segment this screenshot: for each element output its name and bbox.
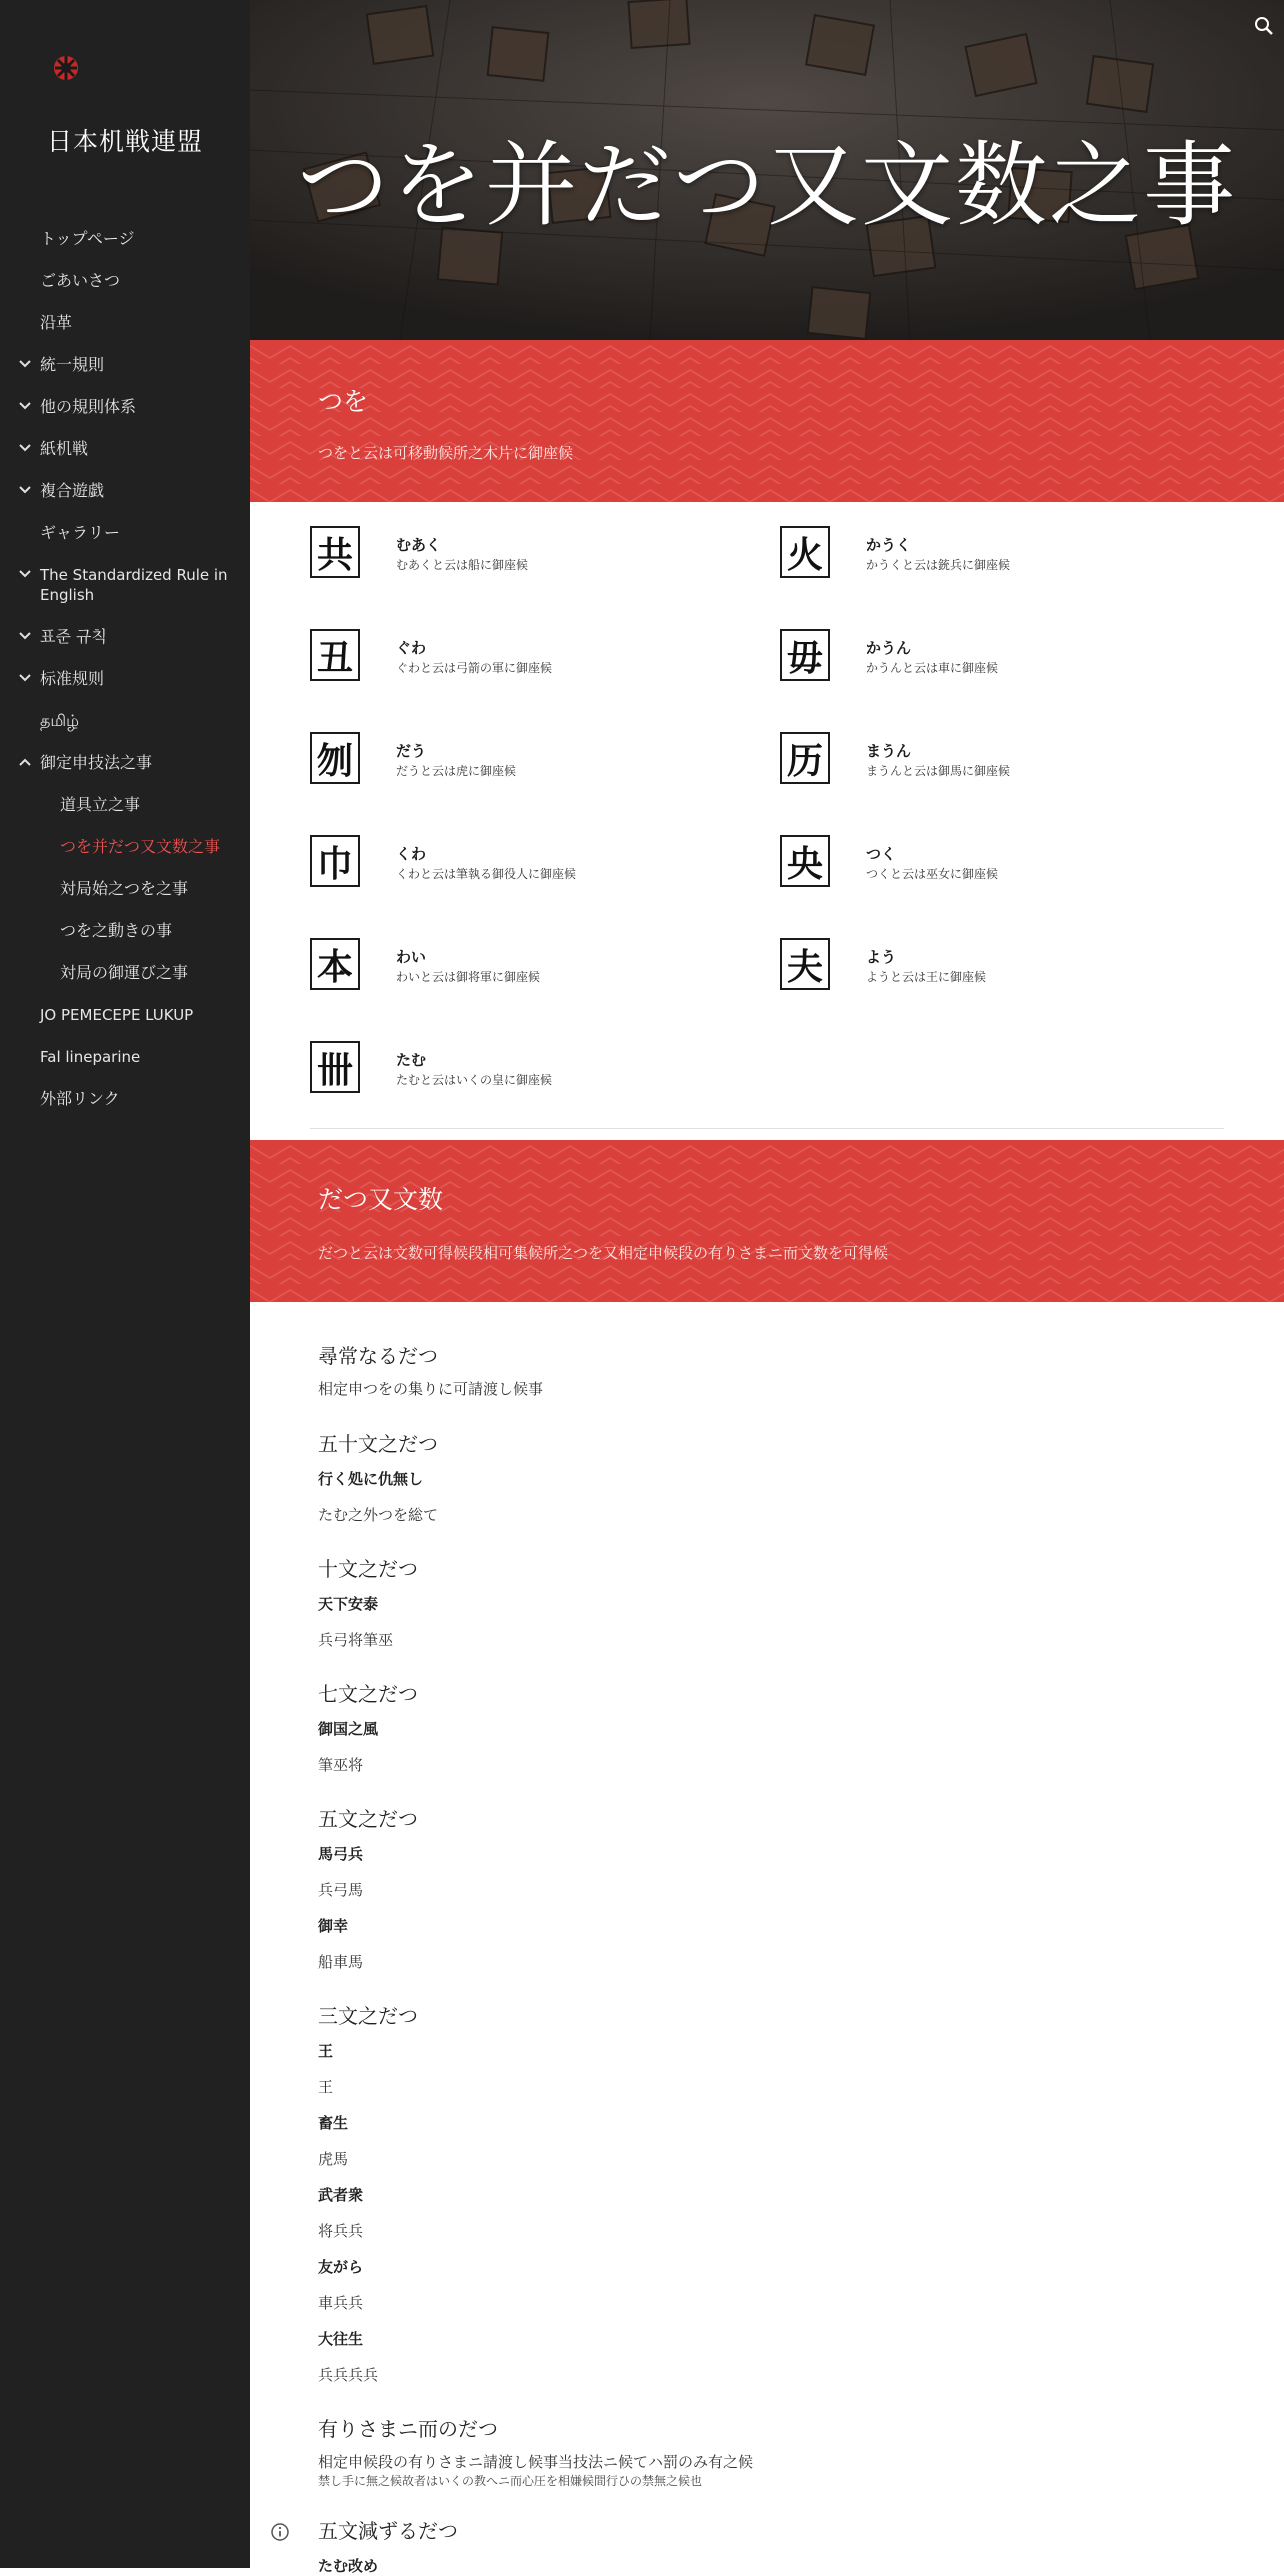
site-title[interactable]: 日本机戦連盟 [46, 127, 203, 156]
piece-name: よう [866, 948, 897, 966]
piece-description: かうんと云は車に御座候 [866, 661, 999, 675]
piece-glyph: 央 [780, 835, 830, 887]
nav-item-label: つを并だつ又文数之事 [60, 837, 221, 856]
nav-item-label: 外部リンク [40, 1089, 120, 1108]
rule-text: 車兵兵 [318, 2294, 364, 2312]
rule-text: 相定申候段の有りさまニ請渡し候事当技法ニ候てハ罰のみ有之候 [318, 2453, 754, 2471]
piece-card [780, 938, 1200, 998]
rule-name: 大往生 [318, 2330, 364, 2348]
piece-description: つくと云は巫女に御座候 [866, 867, 999, 881]
rule-heading: 七文之だつ [318, 1682, 418, 1706]
nav-item-greeting[interactable] [0, 260, 250, 302]
nav-item-compound-games[interactable] [0, 470, 250, 512]
rule-heading: 五文之だつ [318, 1807, 418, 1831]
piece-card [310, 835, 730, 895]
piece-glyph: 刎 [310, 732, 360, 784]
piece-description: むあくと云は船に御座候 [396, 558, 529, 572]
section-title: つを [318, 387, 369, 416]
piece-description: まうんと云は御馬に御座候 [866, 764, 1011, 778]
piece-card [310, 526, 730, 586]
piece-glyph: 本 [310, 938, 360, 990]
nav-item-goteishin-technique[interactable] [0, 742, 250, 784]
piece-name: かうん [866, 639, 912, 657]
chevron-down-icon[interactable] [18, 567, 32, 581]
sidebar [0, 0, 250, 2568]
piece-card [780, 629, 1200, 689]
nav-item-jo-pemecepe-lukup[interactable] [0, 994, 250, 1036]
piece-card [780, 835, 1200, 895]
rule-name: 御国之風 [318, 1720, 379, 1738]
chevron-down-icon[interactable] [18, 357, 32, 371]
rule-heading: 五十文之だつ [318, 1432, 438, 1456]
piece-description: だうと云は虎に御座候 [396, 764, 517, 778]
piece-card [780, 526, 1200, 586]
nav-item-label: 표준 규칙 [40, 627, 107, 646]
chevron-pattern [250, 340, 1284, 502]
piece-name: わい [396, 948, 427, 966]
rule-name: 天下安泰 [318, 1595, 379, 1613]
rule-text: 虎馬 [318, 2150, 349, 2168]
piece-glyph: 历 [780, 732, 830, 784]
piece-glyph: 丑 [310, 629, 360, 681]
rule-name: 王 [318, 2042, 334, 2060]
nav-item-label: 道具立之事 [60, 795, 141, 814]
piece-card [310, 629, 730, 689]
nav-item-fal-lineparine[interactable] [0, 1036, 250, 1078]
piece-name: かうく [866, 536, 912, 554]
piece-description: くわと云は筆執る御役人に御座候 [396, 867, 577, 881]
rule-text: 王 [318, 2078, 334, 2096]
rule-text: 兵兵兵兵 [318, 2366, 379, 2384]
info-icon[interactable] [270, 2522, 290, 2542]
section-divider [310, 1128, 1224, 1129]
nav-item-label: 他の規則体系 [40, 397, 137, 416]
piece-name: たむ [396, 1051, 427, 1069]
chevron-down-icon[interactable] [18, 629, 32, 643]
nav-item-label: 対局の御運び之事 [60, 963, 189, 982]
nav-item-label: The Standardized Rule in English [40, 566, 228, 604]
nav-item-label: 複合遊戯 [40, 481, 105, 500]
rule-name: 馬弓兵 [318, 1845, 364, 1863]
rule-name: 御幸 [318, 1917, 349, 1935]
nav-item-game-progress[interactable] [0, 952, 250, 994]
piece-glyph: 毋 [780, 629, 830, 681]
nav-item-standardized-rule-english[interactable] [0, 554, 250, 616]
search-icon[interactable] [1252, 14, 1276, 38]
chevron-down-icon[interactable] [18, 483, 32, 497]
piece-card [310, 732, 730, 792]
nav-item-paper-game[interactable] [0, 428, 250, 470]
nav-item-chinese-rules[interactable] [0, 658, 250, 700]
nav-item-label: தமிழ் [40, 711, 80, 730]
nav-item-label: 対局始之つを之事 [60, 879, 189, 898]
piece-description: たむと云はいくの皇に御座候 [396, 1073, 553, 1087]
rule-text: 船車馬 [318, 1953, 364, 1971]
sidebar-nav [0, 218, 250, 1120]
chevron-pattern [250, 1140, 1284, 1302]
piece-card [310, 1041, 730, 1101]
nav-item-other-rules[interactable] [0, 386, 250, 428]
nav-item-label: ギャラリー [40, 523, 121, 542]
nav-item-tamil[interactable] [0, 700, 250, 742]
rule-heading: 尋常なるだつ [318, 1344, 438, 1368]
nav-item-pieces-and-scoring[interactable] [0, 826, 250, 868]
piece-description: ようと云は王に御座候 [866, 970, 987, 984]
section-title: だつ又文数 [318, 1185, 444, 1214]
main-content [250, 0, 1284, 2575]
nav-item-label: 标准规则 [40, 669, 105, 688]
hero-banner [250, 0, 1284, 340]
piece-description: ぐわと云は弓箭の軍に御座候 [396, 661, 553, 675]
piece-description: わいと云は御将軍に御座候 [396, 970, 541, 984]
rule-name: 畜生 [318, 2114, 349, 2132]
nav-item-label: つを之動きの事 [60, 921, 173, 940]
piece-name: ぐわ [396, 639, 427, 657]
chevron-up-icon[interactable] [18, 755, 32, 769]
piece-name: まうん [866, 742, 912, 760]
nav-item-equipment[interactable] [0, 784, 250, 826]
rule-heading: 三文之だつ [318, 2004, 418, 2028]
piece-glyph: 巾 [310, 835, 360, 887]
section-header-scoring [250, 1140, 1284, 1302]
nav-item-korean-rules[interactable] [0, 616, 250, 658]
nav-item-unified-rules[interactable] [0, 344, 250, 386]
rule-name: 行く処に仇無し [318, 1470, 424, 1488]
rule-heading: 有りさまニ而のだつ [318, 2417, 498, 2441]
chevron-down-icon[interactable] [18, 441, 32, 455]
rule-text: 将兵兵 [318, 2222, 364, 2240]
section-description: だつと云は文数可得候段相可集候所之つを又相定申候段の有りさまニ而文数を可得候 [318, 1244, 889, 1262]
section-header-pieces [250, 340, 1284, 502]
piece-glyph: 共 [310, 526, 360, 578]
piece-card [780, 732, 1200, 792]
nav-item-gallery[interactable] [0, 512, 250, 554]
rule-text: 筆巫将 [318, 1756, 364, 1774]
nav-item-external-links[interactable] [0, 1078, 250, 1120]
nav-item-label: 沿革 [40, 313, 73, 332]
rule-name: 友がら [318, 2258, 364, 2276]
rule-note: 禁し手に無之候故者はいくの教へニ而心圧を相嫌候間行ひの禁無之候也 [318, 2474, 703, 2488]
nav-item-label: ごあいさつ [40, 271, 121, 290]
piece-card [310, 938, 730, 998]
rule-name: 武者衆 [318, 2186, 364, 2204]
nav-item-opening-pieces[interactable] [0, 868, 250, 910]
rule-name: たむ改め [318, 2557, 379, 2575]
piece-glyph: 卌 [310, 1041, 360, 1093]
section-description: つをと云は可移動候所之木片に御座候 [318, 444, 574, 462]
page-title: つを并だつ又文数之事 [296, 132, 1237, 239]
piece-name: むあく [396, 536, 442, 554]
nav-item-label: 統一規則 [40, 355, 105, 374]
nav-item-label: 御定申技法之事 [40, 753, 153, 772]
nav-item-label: 紙机戦 [40, 439, 89, 458]
rule-text: 兵弓将筆巫 [318, 1631, 394, 1649]
piece-name: だう [396, 742, 427, 760]
nav-item-label: トップページ [40, 229, 135, 248]
piece-name: くわ [396, 845, 427, 863]
rule-text: 相定申つをの集りに可請渡し候事 [318, 1380, 544, 1398]
chevron-down-icon[interactable] [18, 671, 32, 685]
nav-item-label: JO PEMECEPE LUKUP [40, 1006, 194, 1024]
piece-glyph: 夫 [780, 938, 830, 990]
rule-heading: 五文減ずるだつ [318, 2519, 458, 2543]
nav-item-label: Fal lineparine [40, 1048, 141, 1066]
rule-text: 兵弓馬 [318, 1881, 364, 1899]
nav-item-history[interactable] [0, 302, 250, 344]
piece-name: つく [866, 845, 897, 863]
site-logo-icon[interactable] [46, 48, 86, 88]
piece-description: かうくと云は銃兵に御座候 [866, 558, 1011, 572]
rule-text: たむ之外つを総て [318, 1506, 439, 1524]
chevron-down-icon[interactable] [18, 399, 32, 413]
nav-item-piece-movement[interactable] [0, 910, 250, 952]
piece-glyph: 火 [780, 526, 830, 578]
rule-heading: 十文之だつ [318, 1557, 418, 1581]
nav-item-top-page[interactable] [0, 218, 250, 260]
